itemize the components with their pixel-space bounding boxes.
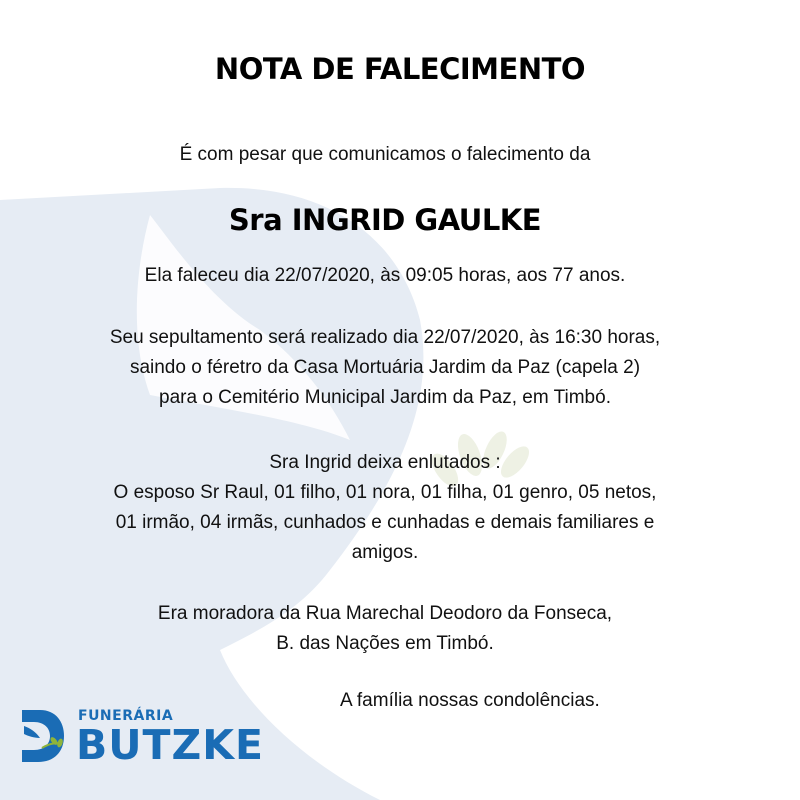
burial-line: saindo o féretro da Casa Mortuária Jardim da Paz (capela 2) <box>129 357 641 378</box>
deceased-name: Sra INGRID GAULKE <box>228 203 542 237</box>
residence-line: Era moradora da Rua Marechal Deodoro da Fonseca, <box>157 603 613 624</box>
funeraria-logo <box>20 708 280 768</box>
burial-line: Seu sepultamento será realizado dia 22/07/2020, às 16:30 horas, <box>109 327 661 348</box>
dove-d-logo-icon <box>20 708 64 764</box>
death-details: Ela faleceu dia 22/07/2020, às 09:05 horas, aos 77 anos. <box>144 265 626 286</box>
residence-line: B. das Nações em Timbó. <box>276 633 494 654</box>
mourners-line: 01 irmão, 04 irmãs, cunhados e cunhadas e demais familiares e <box>115 512 655 533</box>
mourners-line: O esposo Sr Raul, 01 filho, 01 nora, 01 filha, 01 genro, 05 netos, <box>113 482 657 503</box>
mourners-line: Sra Ingrid deixa enlutados : <box>269 452 501 473</box>
notice-intro: É com pesar que comunicamos o falecimento da <box>179 144 591 165</box>
logo-main-text: BUTZKE <box>76 721 265 769</box>
closing-line: A família nossas condolências. <box>340 690 600 711</box>
logo-top-text: FUNERÁRIA <box>78 708 174 724</box>
notice-title: NOTA DE FALECIMENTO <box>214 52 586 86</box>
mourners-line: amigos. <box>351 542 419 563</box>
burial-line: para o Cemitério Municipal Jardim da Paz, em Timbó. <box>159 387 611 408</box>
